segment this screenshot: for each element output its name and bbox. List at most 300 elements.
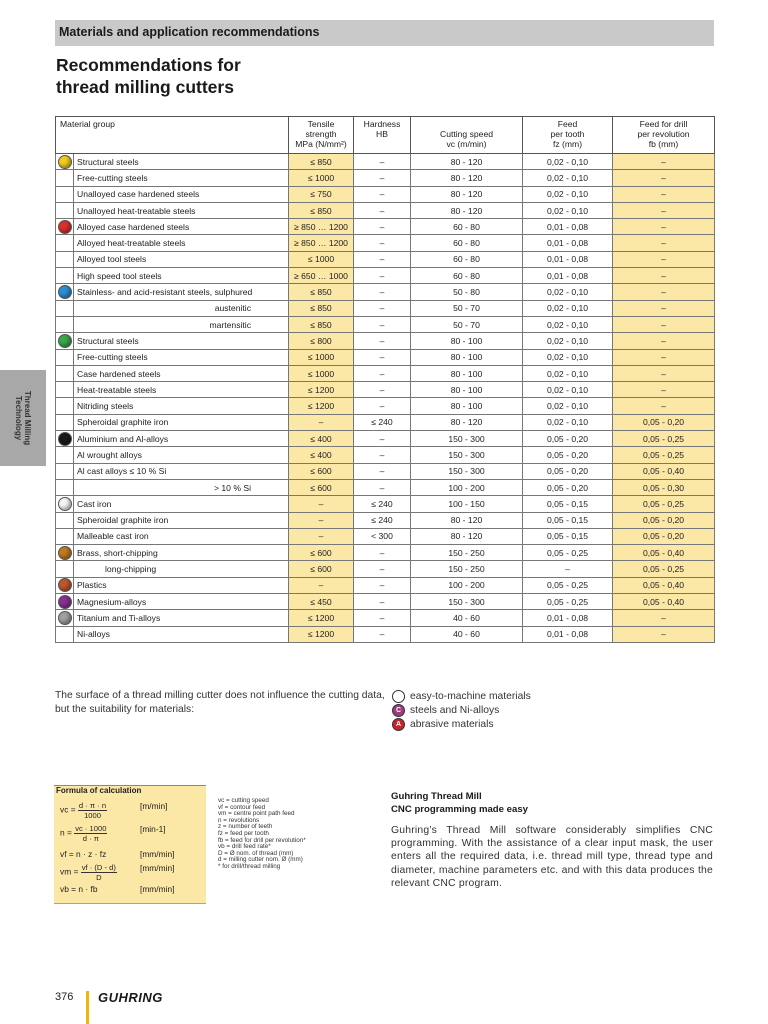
uncoated-circle-icon (392, 690, 405, 703)
feed-for-drill-cell: 0,05 - 0,25 (613, 561, 715, 577)
material-name-cell: Plastics (74, 577, 289, 593)
tensile-strength-cell: ≤ 600 (289, 479, 354, 495)
tensile-strength-cell: – (289, 414, 354, 430)
feed-per-tooth-cell: 0,02 - 0,10 (523, 316, 613, 332)
table-row (56, 382, 715, 398)
feed-per-tooth-cell: 0,02 - 0,10 (523, 186, 613, 202)
feed-per-tooth-cell: 0,05 - 0,25 (523, 577, 613, 593)
feed-per-tooth-cell: 0,02 - 0,10 (523, 333, 613, 349)
hardness-cell: – (354, 268, 411, 284)
feed-for-drill-cell: – (613, 202, 715, 218)
table-row (56, 626, 715, 642)
feed-per-tooth-cell: 0,01 - 0,08 (523, 235, 613, 251)
group-icon-cell (56, 154, 74, 170)
group-icon-cell (56, 300, 74, 316)
table-row (56, 333, 715, 349)
hardness-cell: – (354, 431, 411, 447)
feed-for-drill-cell: – (613, 333, 715, 349)
group-icon-cell (56, 170, 74, 186)
legend-row-easy (392, 689, 531, 703)
feed-per-tooth-cell: 0,05 - 0,20 (523, 463, 613, 479)
table-header-row (56, 117, 715, 154)
material-name-cell: Free-cutting steels (74, 349, 289, 365)
material-name-cell: Unalloyed heat-treatable steels (74, 202, 289, 218)
feed-for-drill-cell: 0,05 - 0,40 (613, 545, 715, 561)
table-row (56, 300, 715, 316)
feed-per-tooth-cell: 0,01 - 0,08 (523, 251, 613, 267)
surface-note: The surface of a thread milling cutter does not influence the cutting data, but the suitability for materials: (55, 690, 385, 715)
chapter-tab[interactable] (0, 370, 46, 466)
group-icon-cell (56, 561, 74, 577)
red-material-group-icon (58, 220, 72, 234)
page-title (56, 54, 241, 98)
feed-per-tooth-cell: 0,02 - 0,10 (523, 414, 613, 430)
hardness-cell: – (354, 186, 411, 202)
cutting-speed-cell: 150 - 300 (411, 431, 523, 447)
material-name-cell: Structural steels (74, 333, 289, 349)
formula-legend-line: fb = feed for drill per revolution* (218, 836, 306, 844)
group-icon-cell (56, 251, 74, 267)
hardness-cell: – (354, 333, 411, 349)
material-name-cell: martensitic (74, 316, 289, 332)
table-row (56, 528, 715, 544)
hardness-cell: ≤ 240 (354, 512, 411, 528)
coating-c-icon: C (392, 704, 405, 717)
table-row (56, 594, 715, 610)
feed-per-tooth-cell: 0,02 - 0,10 (523, 349, 613, 365)
table-row (56, 349, 715, 365)
cutting-speed-cell: 80 - 100 (411, 365, 523, 381)
group-icon-cell (56, 382, 74, 398)
cutting-speed-cell: 100 - 200 (411, 479, 523, 495)
cutting-speed-cell: 40 - 60 (411, 610, 523, 626)
hardness-cell: – (354, 202, 411, 218)
tensile-strength-cell: ≤ 1200 (289, 626, 354, 642)
cutting-speed-cell: 80 - 120 (411, 154, 523, 170)
legend-easy-label: easy-to-machine materials (410, 690, 531, 702)
white-material-group-icon (58, 497, 72, 511)
tensile-strength-cell: ≤ 1000 (289, 170, 354, 186)
tensile-strength-cell: ≤ 800 (289, 333, 354, 349)
tensile-strength-cell: ≥ 850 … 1200 (289, 219, 354, 235)
materials-table (55, 116, 715, 643)
material-name-cell: Titanium and Ti-alloys (74, 610, 289, 626)
cutting-speed-cell: 80 - 120 (411, 186, 523, 202)
tensile-strength-cell: ≤ 600 (289, 545, 354, 561)
group-icon-cell (56, 496, 74, 512)
feed-per-tooth-cell: 0,02 - 0,10 (523, 284, 613, 300)
promo-heading-line-2: CNC programming made easy (391, 804, 529, 815)
header-hardness: Hardness HB (354, 117, 411, 154)
material-name-cell: Structural steels (74, 154, 289, 170)
tensile-strength-cell: ≤ 1000 (289, 349, 354, 365)
hardness-cell: ≤ 240 (354, 414, 411, 430)
cutting-speed-cell: 80 - 120 (411, 512, 523, 528)
feed-for-drill-cell: – (613, 626, 715, 642)
page-number: 376 (55, 991, 74, 1003)
material-name-cell: Spheroidal graphite iron (74, 512, 289, 528)
hardness-cell: – (354, 170, 411, 186)
material-name-cell: > 10 % Si (74, 479, 289, 495)
material-name-cell: Nitriding steels (74, 398, 289, 414)
coating-a-icon: A (392, 718, 405, 731)
formula-title: Formula of calculation (56, 786, 142, 795)
table-row (56, 512, 715, 528)
material-name-cell: Case hardened steels (74, 365, 289, 381)
table-row (56, 577, 715, 593)
tensile-strength-cell: ≤ 1200 (289, 610, 354, 626)
group-icon-cell (56, 512, 74, 528)
tensile-strength-cell: ≤ 850 (289, 284, 354, 300)
group-icon-cell (56, 349, 74, 365)
feed-per-tooth-cell: 0,02 - 0,10 (523, 382, 613, 398)
group-icon-cell (56, 594, 74, 610)
promo-heading-line-1: Guhring Thread Mill (391, 791, 482, 802)
hardness-cell: – (354, 561, 411, 577)
cutting-speed-cell: 150 - 250 (411, 545, 523, 561)
material-name-cell: Malleable cast iron (74, 528, 289, 544)
group-icon-cell (56, 186, 74, 202)
tensile-strength-cell: – (289, 496, 354, 512)
material-name-cell: High speed tool steels (74, 268, 289, 284)
tensile-strength-cell: ≤ 600 (289, 561, 354, 577)
chapter-tab-line-2: Technology (14, 395, 23, 441)
tensile-strength-cell: – (289, 512, 354, 528)
table-row (56, 414, 715, 430)
cutting-speed-cell: 150 - 300 (411, 447, 523, 463)
feed-for-drill-cell: 0,05 - 0,40 (613, 594, 715, 610)
group-icon-cell (56, 316, 74, 332)
cutting-speed-cell: 50 - 70 (411, 316, 523, 332)
material-name-cell: Alloyed heat-treatable steels (74, 235, 289, 251)
material-name-cell: Free-cutting steels (74, 170, 289, 186)
promo-text: Guhring’s Thread Mill software considerably simplifies CNC programming. With the assistance of a clear input mask, the user enters all the required data, i.e. thread mill type, thread type and diameter, machine parameters etc. and with this data produces the relevant CNC program. (391, 825, 713, 889)
material-name-cell: Magnesium-alloys (74, 594, 289, 610)
tensile-strength-cell: ≤ 1200 (289, 382, 354, 398)
cutting-speed-cell: 40 - 60 (411, 626, 523, 642)
group-icon-cell (56, 284, 74, 300)
tensile-strength-cell: ≤ 1200 (289, 398, 354, 414)
materials-table-body (56, 154, 715, 643)
hardness-cell: – (354, 479, 411, 495)
feed-per-tooth-cell: 0,05 - 0,25 (523, 594, 613, 610)
feed-per-tooth-cell: 0,02 - 0,10 (523, 365, 613, 381)
cutting-speed-cell: 150 - 300 (411, 463, 523, 479)
feed-per-tooth-cell: 0,01 - 0,08 (523, 268, 613, 284)
brand-logo: GUHRING (98, 990, 163, 1005)
feed-per-tooth-cell: – (523, 561, 613, 577)
feed-per-tooth-cell: 0,05 - 0,20 (523, 431, 613, 447)
tensile-strength-cell: ≤ 1000 (289, 365, 354, 381)
purple-material-group-icon (58, 595, 72, 609)
tensile-strength-cell: ≤ 850 (289, 316, 354, 332)
table-row (56, 219, 715, 235)
material-name-cell: Stainless- and acid-resistant steels, sulphured (74, 284, 289, 300)
material-name-cell: Ni-alloys (74, 626, 289, 642)
table-row (56, 268, 715, 284)
hardness-cell: – (354, 300, 411, 316)
brown-material-group-icon (58, 546, 72, 560)
cutting-speed-cell: 80 - 100 (411, 333, 523, 349)
material-name-cell: Spheroidal graphite iron (74, 414, 289, 430)
material-name-cell: Al cast alloys ≤ 10 % Si (74, 463, 289, 479)
group-icon-cell (56, 365, 74, 381)
feed-for-drill-cell: 0,05 - 0,20 (613, 512, 715, 528)
cutting-speed-cell: 80 - 120 (411, 170, 523, 186)
tensile-strength-cell: – (289, 577, 354, 593)
formula-legend-line: vf = contour feed (218, 803, 266, 811)
header-feed-per-tooth: Feed per tooth fz (mm) (523, 117, 613, 154)
formula-contour-feed: vf = n · z · fz [mm/min] (60, 849, 175, 859)
table-row (56, 284, 715, 300)
page-title-line-1: Recommendations for (56, 55, 241, 75)
hardness-cell: – (354, 316, 411, 332)
tensile-strength-cell: ≤ 450 (289, 594, 354, 610)
group-icon-cell (56, 398, 74, 414)
formula-cutting-speed: vc = $\frac{d \cdot \pi \cdot n}{1000}$ [m/min] (60, 801, 168, 820)
section-title: Materials and application recommendations (59, 25, 320, 39)
table-row (56, 463, 715, 479)
table-row (56, 545, 715, 561)
feed-for-drill-cell: 0,05 - 0,20 (613, 414, 715, 430)
header-cutting-speed: Cutting speed vc (m/min) (411, 117, 523, 154)
formula-fraction: $\frac{vf \cdot (D - d)}{D}$ (81, 863, 116, 882)
feed-for-drill-cell: – (613, 154, 715, 170)
cutting-speed-cell: 60 - 80 (411, 251, 523, 267)
table-row (56, 365, 715, 381)
material-name-cell: Cast iron (74, 496, 289, 512)
table-row (56, 235, 715, 251)
material-name-cell: austenitic (74, 300, 289, 316)
section-header (55, 20, 714, 46)
hardness-cell: – (354, 463, 411, 479)
table-row (56, 154, 715, 170)
hardness-cell: – (354, 447, 411, 463)
formula-legend-line: vc = cutting speed (218, 797, 269, 804)
material-name-cell: Aluminium and Al-alloys (74, 431, 289, 447)
material-name-cell: long-chipping (74, 561, 289, 577)
feed-per-tooth-cell: 0,02 - 0,10 (523, 398, 613, 414)
table-row (56, 316, 715, 332)
table-row (56, 496, 715, 512)
table-row (56, 431, 715, 447)
feed-for-drill-cell: 0,05 - 0,25 (613, 447, 715, 463)
tensile-strength-cell: – (289, 528, 354, 544)
page-title-line-2: thread milling cutters (56, 77, 234, 97)
cutting-speed-cell: 80 - 100 (411, 349, 523, 365)
legend-row-abrasive (392, 717, 531, 731)
cutting-speed-cell: 150 - 250 (411, 561, 523, 577)
table-row (56, 186, 715, 202)
tensile-strength-cell: ≤ 400 (289, 431, 354, 447)
grey-material-group-icon (58, 611, 72, 625)
formula-revolutions: n = $\frac{vc \cdot 1000}{d \cdot \pi}$ [min-1] (60, 824, 166, 843)
formula-centre-feed: vm = $\frac{vf \cdot (D - d)}{D}$ [mm/min] (60, 863, 175, 882)
hardness-cell: < 300 (354, 528, 411, 544)
group-icon-cell (56, 447, 74, 463)
hardness-cell: – (354, 610, 411, 626)
header-tensile-strength: Tensile strength MPa (N/mm²) (289, 117, 354, 154)
feed-for-drill-cell: 0,05 - 0,30 (613, 479, 715, 495)
feed-for-drill-cell: – (613, 398, 715, 414)
group-icon-cell (56, 202, 74, 218)
brand-accent-bar (86, 991, 89, 1024)
table-row (56, 202, 715, 218)
feed-for-drill-cell: – (613, 284, 715, 300)
table-row (56, 479, 715, 495)
hardness-cell: – (354, 594, 411, 610)
cutting-speed-cell: 60 - 80 (411, 235, 523, 251)
hardness-cell: – (354, 219, 411, 235)
group-icon-cell (56, 414, 74, 430)
material-name-cell: Al wrought alloys (74, 447, 289, 463)
cutting-speed-cell: 100 - 200 (411, 577, 523, 593)
feed-per-tooth-cell: 0,02 - 0,10 (523, 154, 613, 170)
group-icon-cell (56, 610, 74, 626)
feed-per-tooth-cell: 0,02 - 0,10 (523, 202, 613, 218)
blue-material-group-icon (58, 285, 72, 299)
formula-symbol-legend (218, 798, 306, 871)
tensile-strength-cell: ≤ 400 (289, 447, 354, 463)
group-icon-cell (56, 463, 74, 479)
formula-drill-feed: vb = n · fb [mm/min] (60, 884, 175, 894)
feed-per-tooth-cell: 0,05 - 0,15 (523, 512, 613, 528)
material-name-cell: Unalloyed case hardened steels (74, 186, 289, 202)
tensile-strength-cell: ≥ 650 … 1000 (289, 268, 354, 284)
table-row (56, 561, 715, 577)
cutting-speed-cell: 80 - 100 (411, 398, 523, 414)
hardness-cell: – (354, 349, 411, 365)
feed-for-drill-cell: – (613, 235, 715, 251)
material-name-cell: Brass, short-chipping (74, 545, 289, 561)
group-icon-cell (56, 268, 74, 284)
legend-row-steels (392, 703, 531, 717)
group-icon-cell (56, 235, 74, 251)
group-icon-cell (56, 545, 74, 561)
hardness-cell: ≤ 240 (354, 496, 411, 512)
cutting-speed-cell: 60 - 80 (411, 268, 523, 284)
feed-for-drill-cell: – (613, 610, 715, 626)
feed-for-drill-cell: 0,05 - 0,20 (613, 528, 715, 544)
tensile-strength-cell: ≤ 850 (289, 154, 354, 170)
feed-for-drill-cell: – (613, 300, 715, 316)
feed-per-tooth-cell: 0,02 - 0,10 (523, 170, 613, 186)
legend-abrasive-label: abrasive materials (410, 718, 494, 730)
formula-legend-line: z = number of teeth (218, 823, 273, 831)
group-icon-cell (56, 479, 74, 495)
formula-legend-line: n = revolutions (218, 816, 260, 824)
feed-for-drill-cell: 0,05 - 0,25 (613, 496, 715, 512)
hardness-cell: – (354, 626, 411, 642)
group-icon-cell (56, 333, 74, 349)
feed-for-drill-cell: 0,05 - 0,40 (613, 577, 715, 593)
feed-per-tooth-cell: 0,05 - 0,15 (523, 528, 613, 544)
formula-legend-line: vb = drill feed rate* (218, 843, 271, 851)
formula-fraction: $\frac{vc \cdot 1000}{d \cdot \pi}$ (75, 824, 107, 843)
material-name-cell: Alloyed case hardened steels (74, 219, 289, 235)
hardness-cell: – (354, 251, 411, 267)
cutting-speed-cell: 80 - 120 (411, 414, 523, 430)
formula-legend-line: * for drill/thread milling (218, 862, 281, 870)
hardness-cell: – (354, 284, 411, 300)
tensile-strength-cell: ≤ 850 (289, 300, 354, 316)
rust-material-group-icon (58, 578, 72, 592)
feed-per-tooth-cell: 0,01 - 0,08 (523, 626, 613, 642)
feed-for-drill-cell: – (613, 251, 715, 267)
material-name-cell: Heat-treatable steels (74, 382, 289, 398)
feed-for-drill-cell: – (613, 349, 715, 365)
feed-per-tooth-cell: 0,05 - 0,20 (523, 447, 613, 463)
feed-per-tooth-cell: 0,05 - 0,15 (523, 496, 613, 512)
cutting-speed-cell: 80 - 100 (411, 382, 523, 398)
formula-legend-line: D = Ø nom. of thread (mm) (218, 849, 294, 857)
group-icon-cell (56, 577, 74, 593)
group-icon-cell (56, 219, 74, 235)
tensile-strength-cell: ≤ 850 (289, 202, 354, 218)
chapter-tab-label (14, 391, 32, 445)
yellow-material-group-icon (58, 155, 72, 169)
feed-per-tooth-cell: 0,02 - 0,10 (523, 300, 613, 316)
feed-per-tooth-cell: 0,01 - 0,08 (523, 610, 613, 626)
hardness-cell: – (354, 382, 411, 398)
header-feed-for-drill: Feed for drill per revolution fb (mm) (613, 117, 715, 154)
feed-per-tooth-cell: 0,05 - 0,25 (523, 545, 613, 561)
hardness-cell: – (354, 235, 411, 251)
feed-for-drill-cell: – (613, 186, 715, 202)
cutting-speed-cell: 50 - 80 (411, 284, 523, 300)
formula-legend-line: vm = centre point path feed (218, 810, 295, 818)
feed-for-drill-cell: – (613, 382, 715, 398)
group-icon-cell (56, 431, 74, 447)
cutting-speed-cell: 100 - 150 (411, 496, 523, 512)
table-row (56, 610, 715, 626)
feed-for-drill-cell: 0,05 - 0,40 (613, 463, 715, 479)
green-material-group-icon (58, 334, 72, 348)
black-material-group-icon (58, 432, 72, 446)
cutting-speed-cell: 50 - 70 (411, 300, 523, 316)
cutting-speed-cell: 80 - 120 (411, 202, 523, 218)
hardness-cell: – (354, 398, 411, 414)
feed-per-tooth-cell: 0,05 - 0,20 (523, 479, 613, 495)
feed-per-tooth-cell: 0,01 - 0,08 (523, 219, 613, 235)
table-row (56, 447, 715, 463)
group-icon-cell (56, 528, 74, 544)
header-material-group: Material group (56, 117, 289, 154)
formula-legend-line: d = milling cutter nom. Ø (mm) (218, 856, 303, 864)
formula-fraction: $\frac{d \cdot \pi \cdot n}{1000}$ (78, 801, 107, 820)
tensile-strength-cell: ≤ 1000 (289, 251, 354, 267)
cutting-speed-cell: 80 - 120 (411, 528, 523, 544)
feed-for-drill-cell: – (613, 316, 715, 332)
feed-for-drill-cell: – (613, 170, 715, 186)
table-row (56, 170, 715, 186)
cutting-speed-cell: 60 - 80 (411, 219, 523, 235)
formula-legend-line: fz = feed per tooth (218, 829, 269, 837)
legend-steels-label: steels and Ni-alloys (410, 704, 500, 716)
feed-for-drill-cell: – (613, 365, 715, 381)
table-row (56, 251, 715, 267)
table-row (56, 398, 715, 414)
hardness-cell: – (354, 154, 411, 170)
tensile-strength-cell: ≥ 850 … 1200 (289, 235, 354, 251)
group-icon-cell (56, 626, 74, 642)
feed-for-drill-cell: 0,05 - 0,25 (613, 431, 715, 447)
tensile-strength-cell: ≤ 600 (289, 463, 354, 479)
chapter-tab-line-1: Thread Milling (23, 390, 32, 446)
tensile-strength-cell: ≤ 750 (289, 186, 354, 202)
feed-for-drill-cell: – (613, 268, 715, 284)
hardness-cell: – (354, 545, 411, 561)
